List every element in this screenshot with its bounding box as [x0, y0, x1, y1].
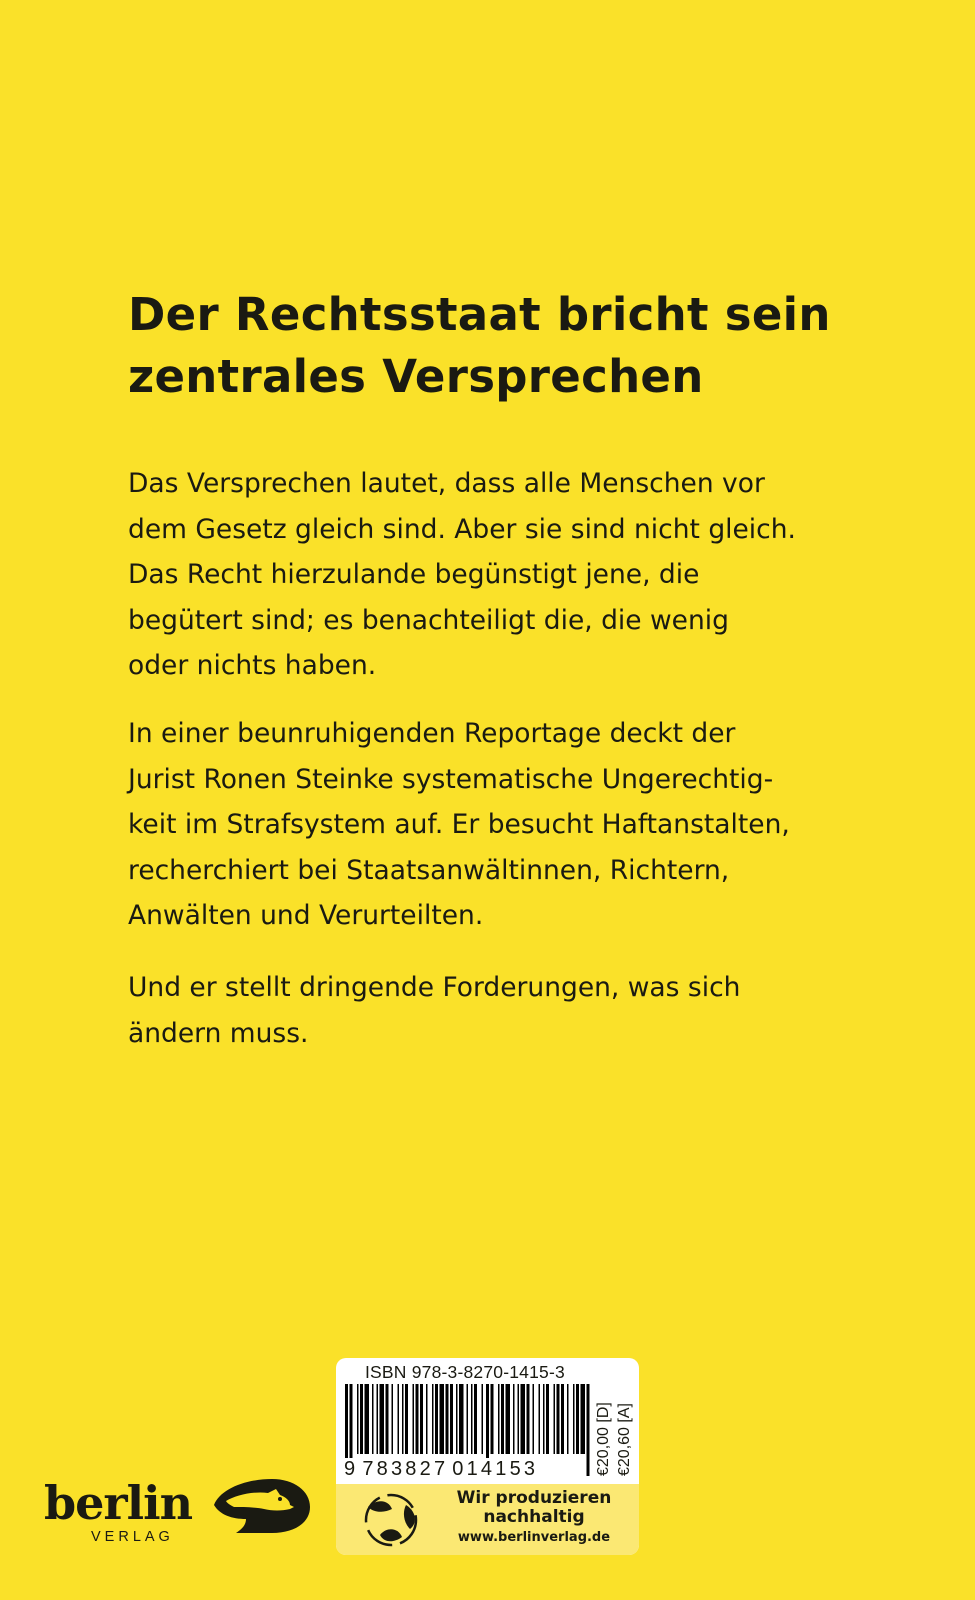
blurb-line: In einer beunruhigenden Reportage deckt der [128, 718, 736, 749]
blurb-paragraph-3 [128, 965, 928, 1056]
ean-group-2: 014153 [452, 1458, 539, 1480]
blurb-line: Das Recht hierzulande begünstigt jene, die [128, 559, 700, 590]
blurb-line: Jurist Ronen Steinke systematische Ungerechtig- [128, 763, 774, 795]
publisher-logo [44, 1476, 274, 1549]
price-germany: €20,00 [D] [595, 1402, 612, 1476]
headline-line: zentrales Versprechen [128, 350, 704, 403]
barcode-label [336, 1358, 639, 1555]
sustainability-line-2: nachhaltig [483, 1507, 585, 1527]
prices [594, 1366, 636, 1478]
headline-line: Der Rechtsstaat bricht sein [128, 288, 831, 341]
blurb-line: begütert sind; es benachteiligt die, die wenig [128, 604, 729, 636]
recycle-leaves-icon [358, 1489, 424, 1551]
blurb-line: Und er stellt dringende Forderungen, was sich [128, 972, 741, 1003]
blurb-line: Das Versprechen lautet, dass alle Menschen vor [128, 468, 765, 499]
publisher-subline: VERLAG [91, 1529, 174, 1545]
blurb-line: oder nichts haben. [128, 650, 377, 681]
blurb-paragraph-2 [128, 711, 928, 939]
blurb-paragraph-1 [128, 461, 928, 689]
blurb-line: ändern muss. [128, 1017, 309, 1049]
blurb-line: keit im Strafsystem auf. Er besucht Haftanstalten, [128, 809, 790, 840]
headline [128, 284, 908, 408]
publisher-url: www.berlinverlag.de [457, 1530, 611, 1545]
blurb-line: dem Gesetz gleich sind. Aber sie sind nicht gleich. [128, 513, 796, 545]
price-austria: €20,60 [A] [616, 1403, 633, 1476]
blurb-line: recherchiert bei Staatsanwältinnen, Richtern, [128, 854, 730, 886]
bear-icon [206, 1471, 314, 1533]
ean-group-1: 783827 [362, 1458, 449, 1480]
isbn-number: ISBN 978-3-8270-1415-3 [365, 1362, 565, 1382]
ean-first-digit: 9 [344, 1458, 359, 1480]
ean-digits [343, 1448, 593, 1480]
sustainability-line-1: Wir produzieren [456, 1488, 612, 1508]
sustainability-band [336, 1484, 639, 1555]
publisher-wordmark: berlin [44, 1476, 193, 1530]
blurb-line: Anwälten und Verurteilten. [128, 900, 484, 931]
